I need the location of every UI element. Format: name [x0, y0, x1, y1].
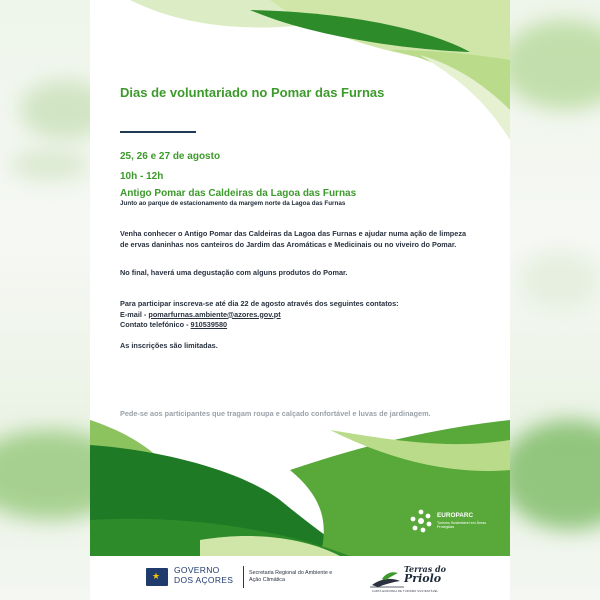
- registration-intro: Para participar inscreva-se até dia 22 de agosto através dos seguintes contatos:: [120, 299, 399, 308]
- terras-line2: Priolo: [404, 572, 442, 585]
- phone-label: Contato telefónico -: [120, 320, 191, 330]
- participant-note: Pede-se aos participantes que tragam roupa e calçado confortável e luvas de jardinagem.: [120, 409, 431, 418]
- phone-link[interactable]: 910539580: [190, 320, 228, 330]
- email-label: E-mail -: [120, 309, 149, 319]
- title-underline: [120, 131, 196, 133]
- event-description: Venha conhecer o Antigo Pomar das Caldeiras da Lagoa das Furnas e ajudar numa ação de limpeza de ervas daninhas nos canteiros do Jardim das Aromáticas e Medicinais ou no viveiro do Pomar.: [120, 229, 467, 249]
- gov-line2: DOS AÇORES: [174, 574, 234, 585]
- email-link[interactable]: pomarfurnas.ambiente@azores.gov.pt: [148, 309, 281, 319]
- limited-note: As inscrições são limitadas.: [120, 341, 218, 350]
- tasting-note: No final, haverá uma degustação com alguns produtos do Pomar.: [120, 268, 348, 277]
- azores-flag-icon: ★: [146, 568, 168, 586]
- event-hours: 10h - 12h: [120, 171, 164, 182]
- gov-line1: GOVERNO: [174, 565, 220, 575]
- europarc-subtitle: Turismo Sustentável em Áreas Protegidas: [437, 521, 486, 530]
- event-title: Dias de voluntariado no Pomar das Furnas: [120, 85, 385, 100]
- terras-caption: CARTA EUROPEIA DE TURISMO SUSTENTÁVEL: [372, 590, 439, 593]
- europarc-logo-icon: [408, 508, 434, 534]
- governo-acores-logo: [174, 566, 233, 585]
- event-location-detail: Junto ao parque de estacionamento da margem norte da Lagoa das Furnas: [120, 200, 346, 207]
- phone-line: [120, 320, 475, 331]
- secretariat-name: Secretaria Regional do Ambiente e Ação Climática: [249, 570, 333, 583]
- event-date: 25, 26 e 27 de agosto: [120, 151, 221, 162]
- europarc-name: EUROPARC: [437, 512, 474, 519]
- event-location: Antigo Pomar das Caldeiras da Lagoa das Furnas: [120, 188, 357, 199]
- email-line: [120, 310, 475, 321]
- terras-do-priolo-logo: [404, 566, 446, 584]
- terras-line1: Terras do: [404, 564, 446, 574]
- logo-divider: [243, 566, 244, 588]
- event-flyer: [90, 0, 510, 600]
